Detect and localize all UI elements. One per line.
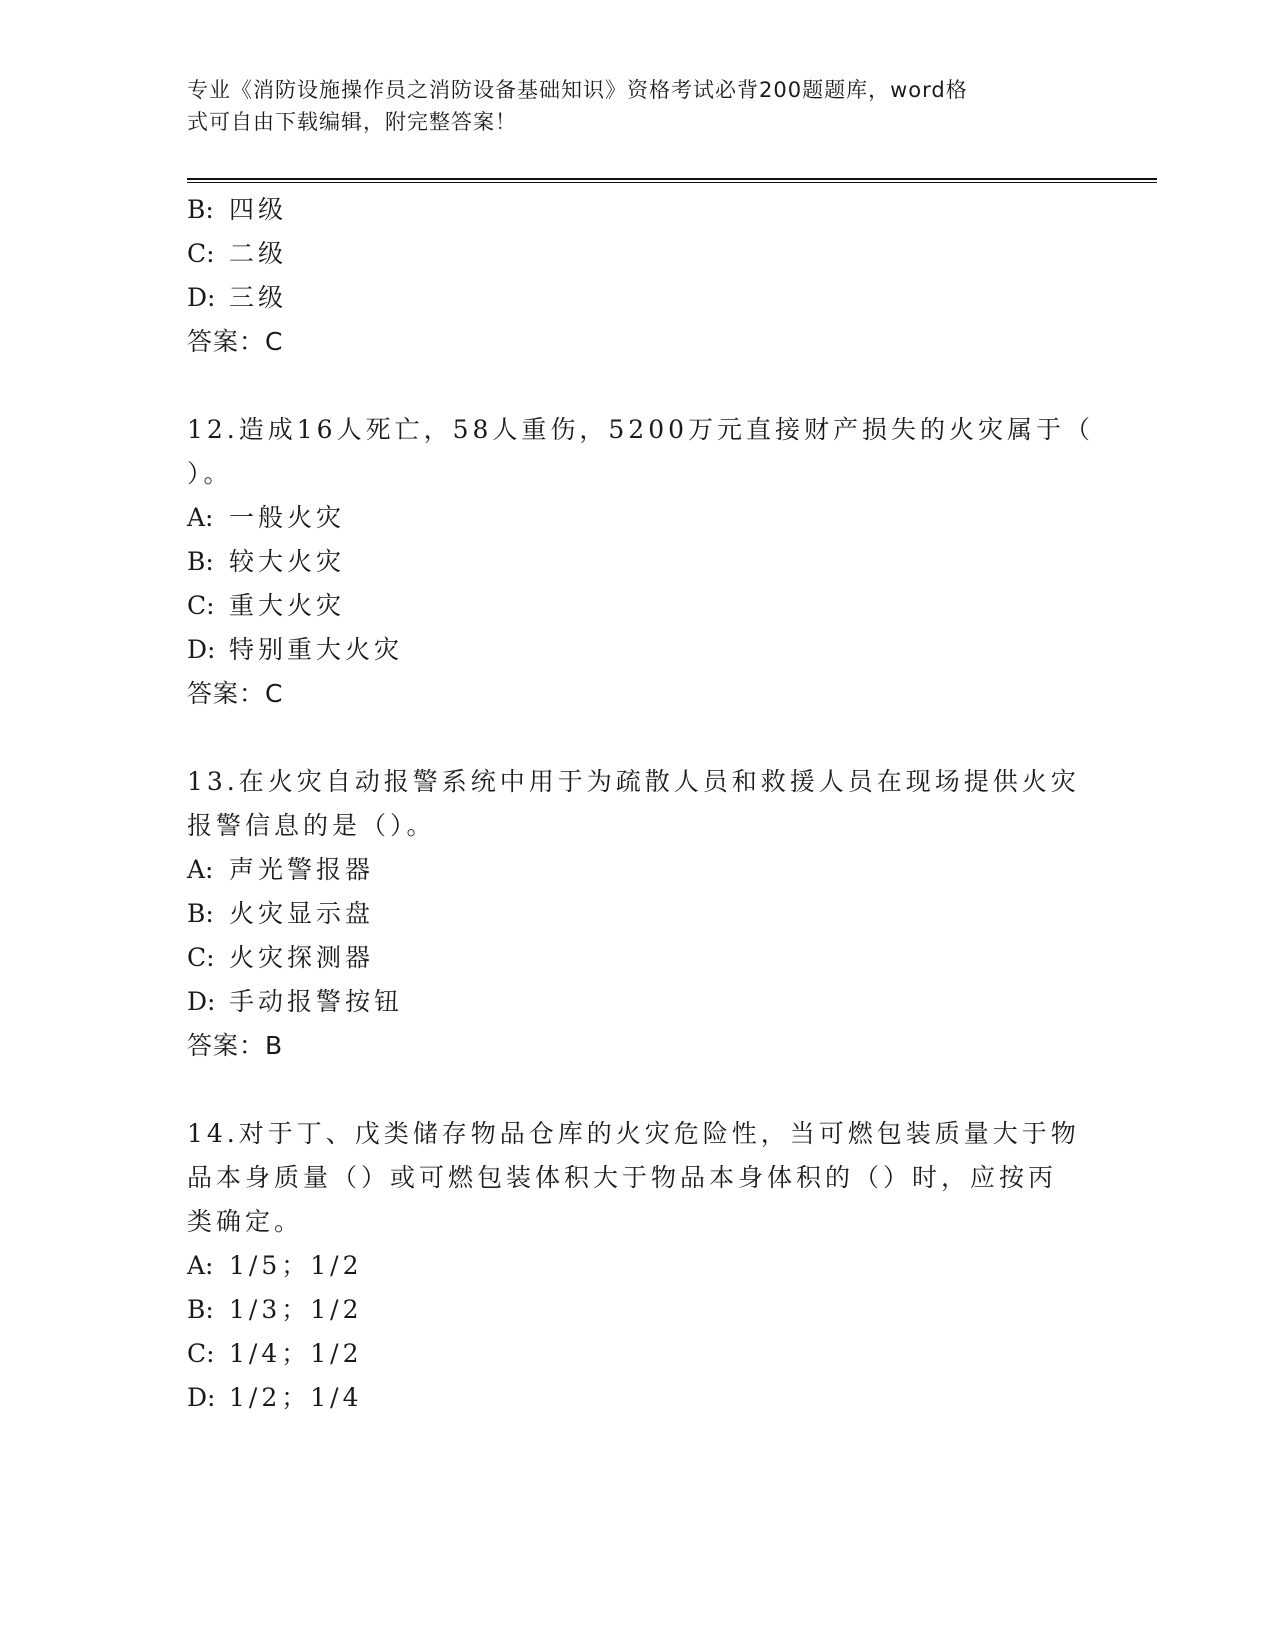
option-text: 重大火灾 [229, 591, 346, 620]
answer: 答案：C [187, 327, 284, 356]
option-text: 1/4；1/2 [229, 1339, 363, 1368]
option-text: 四级 [229, 195, 288, 224]
option-letter: B: [187, 1295, 214, 1324]
question-stem-line: 类确定。 [187, 1207, 304, 1236]
option-text: 1/5；1/2 [229, 1251, 363, 1280]
option-c [187, 1338, 362, 1370]
option-letter: C: [187, 943, 215, 972]
option-text: 二级 [229, 239, 288, 268]
option-d [187, 282, 287, 314]
header-line-2: 式可自由下载编辑，附完整答案！ [187, 110, 517, 134]
option-b [187, 194, 287, 226]
option-d [187, 1382, 362, 1414]
option-d [187, 986, 403, 1018]
option-c [187, 942, 374, 974]
option-a [187, 1250, 362, 1282]
option-a [187, 502, 345, 534]
option-text: 特别重大火灾 [229, 635, 404, 664]
option-c [187, 590, 345, 622]
question-stem-line: 品本身质量（）或可燃包装体积大于物品本身体积的（）时，应按丙 [187, 1163, 1058, 1192]
option-text: 1/3；1/2 [229, 1295, 363, 1324]
option-b [187, 546, 345, 578]
page-header [187, 74, 1067, 138]
option-letter: D: [187, 987, 216, 1016]
option-letter: D: [187, 1383, 216, 1412]
option-letter: B: [187, 195, 214, 224]
option-b [187, 898, 374, 930]
option-letter: B: [187, 547, 214, 576]
option-a [187, 854, 374, 886]
question-stem-line: 13.在火灾自动报警系统中用于为疏散人员和救援人员在现场提供火灾 [187, 767, 1080, 796]
option-c [187, 238, 287, 270]
option-letter: C: [187, 239, 215, 268]
option-letter: D: [187, 635, 216, 664]
option-text: 火灾探测器 [229, 943, 375, 972]
option-letter: A: [187, 855, 214, 884]
header-rule-thick [187, 178, 1157, 180]
option-text: 声光警报器 [229, 855, 375, 884]
question-stem-line: ）。 [187, 459, 233, 488]
option-text: 火灾显示盘 [229, 899, 375, 928]
option-text: 三级 [229, 283, 288, 312]
option-text: 一般火灾 [229, 503, 346, 532]
header-rule-thin [187, 182, 1157, 183]
header-line-1: 专业《消防设施操作员之消防设备基础知识》资格考试必背200题题库，word格 [187, 78, 968, 102]
option-letter: C: [187, 591, 215, 620]
option-letter: A: [187, 503, 214, 532]
question-stem-line: 14.对于丁、戊类储存物品仓库的火灾危险性，当可燃包装质量大于物 [187, 1119, 1080, 1148]
option-b [187, 1294, 362, 1326]
option-letter: A: [187, 1251, 214, 1280]
option-text: 较大火灾 [229, 547, 346, 576]
option-letter: B: [187, 899, 214, 928]
option-text: 1/2；1/4 [229, 1383, 363, 1412]
answer: 答案：C [187, 679, 284, 708]
option-text: 手动报警按钮 [229, 987, 404, 1016]
option-letter: C: [187, 1339, 215, 1368]
option-letter: D: [187, 283, 216, 312]
answer: 答案：B [187, 1031, 284, 1060]
question-stem-line: 12.造成16人死亡，58人重伤，5200万元直接财产损失的火灾属于（ [187, 415, 1095, 444]
option-d [187, 634, 403, 666]
question-stem-line: 报警信息的是（）。 [187, 811, 436, 840]
